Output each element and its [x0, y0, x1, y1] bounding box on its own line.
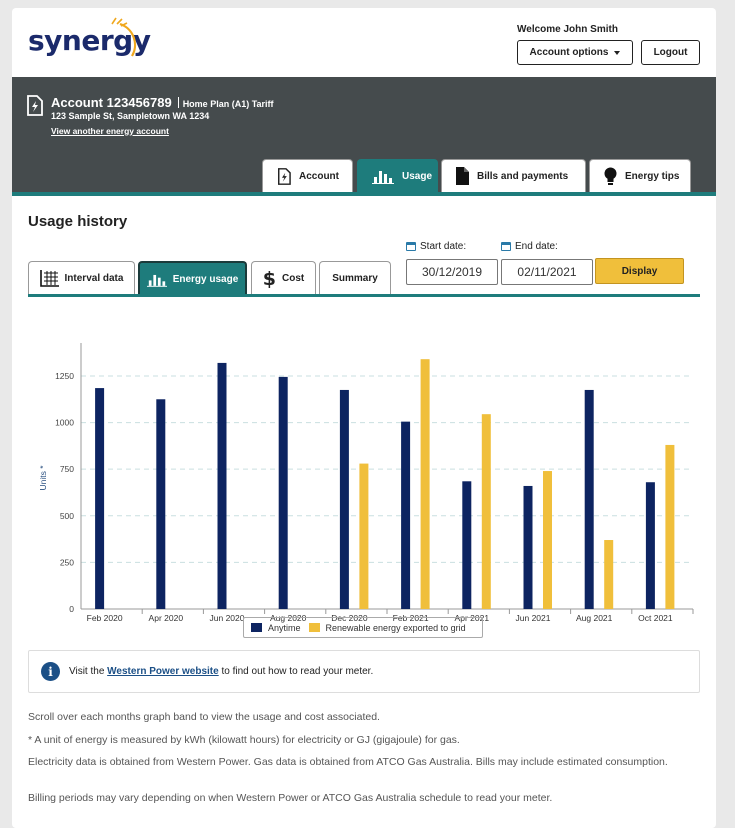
tab-usage-label: Usage — [402, 170, 433, 182]
end-date-label — [501, 241, 558, 252]
caret-down-icon — [614, 51, 620, 55]
bar-anytime — [646, 482, 655, 609]
tab-account-label: Account — [299, 170, 339, 182]
bar-anytime — [524, 486, 533, 609]
x-tick-label: Feb 2021 — [392, 613, 429, 623]
subtab-interval-label: Interval data — [64, 273, 124, 284]
x-tick-label: Aug 2020 — [269, 613, 307, 623]
info-box — [28, 650, 700, 693]
tab-usage[interactable] — [357, 159, 438, 192]
bar-renewable — [482, 414, 491, 609]
end-date-label-text: End date: — [515, 241, 558, 252]
grid-chart-icon — [40, 270, 59, 287]
account-title — [51, 94, 274, 112]
subtab-interval-data[interactable] — [28, 261, 135, 295]
x-tick-label: Feb 2020 — [86, 613, 123, 623]
x-tick-label: Apr 2020 — [148, 613, 184, 623]
y-tick-label: 500 — [59, 510, 74, 521]
account-address: 123 Sample St, Sampletown WA 1234 — [51, 111, 210, 121]
document-lightning-icon — [26, 95, 43, 116]
bar-renewable — [665, 445, 674, 609]
chart-legend — [243, 617, 483, 638]
synergy-logo[interactable] — [28, 24, 150, 57]
document-icon — [456, 167, 469, 185]
start-date-label — [406, 241, 466, 252]
calendar-icon — [501, 242, 511, 251]
y-tick-label: 0 — [69, 604, 74, 614]
bar-anytime — [340, 390, 349, 609]
page-card — [12, 8, 716, 828]
x-tick-label: Apr 2021 — [454, 613, 490, 623]
legend-swatch-renewable — [309, 623, 320, 632]
note-data-source: Electricity data is obtained from Western Power. Gas data is obtained from ATCO Gas Australia. Bills may include estimated consumption. — [28, 756, 668, 768]
legend-label-renewable: Renewable energy exported to grid — [325, 622, 466, 633]
y-tick-label: 750 — [59, 464, 74, 475]
info-icon: i — [41, 662, 60, 681]
bar-anytime — [279, 377, 288, 609]
bar-chart-icon — [147, 272, 167, 287]
tab-bills-and-payments[interactable] — [441, 159, 586, 192]
document-lightning-icon — [277, 168, 291, 185]
account-options-button[interactable] — [517, 40, 633, 65]
bar-anytime — [585, 390, 594, 609]
y-axis-label: Units * — [38, 465, 48, 491]
end-date-input[interactable]: 02/11/2021 — [501, 259, 593, 285]
dollar-icon: $ — [262, 267, 276, 290]
note-unit: * A unit of energy is measured by kWh (kilowatt hours) for electricity or GJ (gigajoule) for gas. — [28, 734, 460, 746]
account-options-label: Account options — [529, 47, 609, 58]
bar-renewable — [543, 471, 552, 609]
legend-label-anytime: Anytime — [268, 622, 301, 633]
start-date-input[interactable]: 30/12/2019 — [406, 259, 498, 285]
x-tick-label: Dec 2020 — [331, 613, 368, 623]
welcome-text: Welcome John Smith — [517, 24, 618, 35]
info-prefix: Visit the — [69, 666, 105, 677]
x-tick-label: Jun 2020 — [209, 613, 245, 623]
bar-chart-icon — [372, 168, 394, 184]
energy-usage-chart — [12, 338, 716, 623]
page-title: Usage history — [28, 213, 128, 230]
sun-icon — [90, 16, 142, 62]
bar-anytime — [218, 363, 227, 609]
y-tick-label: 1250 — [55, 370, 74, 381]
subtab-summary-label: Summary — [332, 273, 378, 284]
bar-renewable — [421, 359, 430, 609]
tab-energy-tips[interactable] — [589, 159, 691, 192]
calendar-icon — [406, 242, 416, 251]
logo-text: synergy — [28, 24, 151, 57]
y-tick-label: 1000 — [55, 417, 74, 428]
western-power-link[interactable]: Western Power website — [107, 666, 219, 677]
display-button[interactable]: Display — [595, 258, 684, 284]
view-another-account-link[interactable]: View another energy account — [51, 126, 169, 136]
account-number: Account 123456789 — [51, 95, 172, 110]
note-billing-periods: Billing periods may vary depending on when Western Power or ATCO Gas Australia schedule to read your meter. — [28, 792, 553, 804]
note-scroll: Scroll over each months graph band to view the usage and cost associated. — [28, 711, 380, 723]
bar-renewable — [359, 464, 368, 609]
tab-account[interactable] — [262, 159, 353, 192]
bar-renewable — [604, 540, 613, 609]
y-tick-label: 250 — [59, 557, 74, 568]
x-tick-label: Aug 2021 — [575, 613, 613, 623]
logout-button[interactable]: Logout — [641, 40, 700, 65]
x-tick-label: Oct 2021 — [638, 613, 673, 623]
account-plan: Home Plan (A1) Tariff — [182, 99, 274, 109]
tab-energy-tips-label: Energy tips — [625, 170, 680, 182]
bar-anytime — [95, 388, 104, 609]
info-text — [69, 666, 373, 677]
subtab-summary[interactable] — [319, 261, 391, 295]
bar-anytime — [462, 481, 471, 609]
subtab-cost-label: Cost — [282, 273, 305, 284]
subtab-energy-usage[interactable] — [138, 261, 247, 295]
start-date-label-text: Start date: — [420, 241, 467, 252]
tab-underline — [12, 192, 716, 196]
lightbulb-icon — [604, 167, 617, 186]
bar-anytime — [401, 422, 410, 609]
tab-bills-label: Bills and payments — [477, 170, 569, 182]
subtab-energy-label: Energy usage — [172, 273, 239, 285]
bar-anytime — [156, 399, 165, 609]
subtab-cost[interactable] — [251, 261, 316, 295]
legend-swatch-anytime — [251, 623, 262, 632]
subtab-underline — [28, 294, 700, 297]
info-suffix: to find out how to read your meter. — [221, 666, 374, 677]
x-tick-label: Jun 2021 — [515, 613, 551, 623]
